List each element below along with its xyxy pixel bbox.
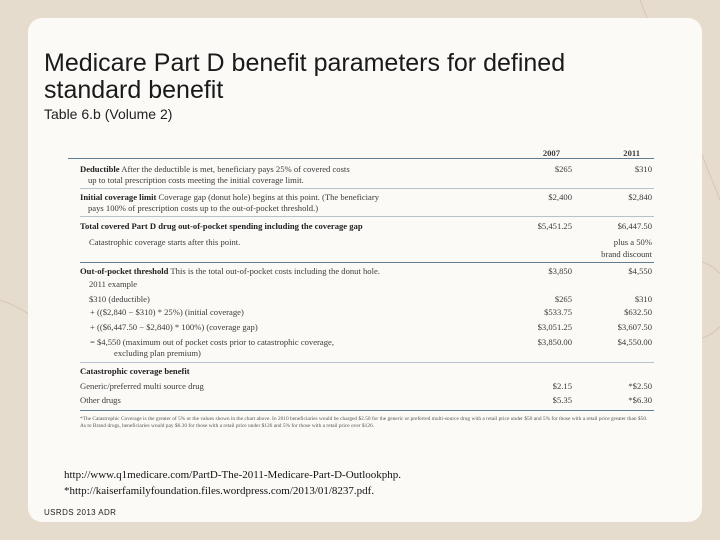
example-label: 2011 example <box>89 279 138 289</box>
drug-label: Other drugs <box>80 395 121 405</box>
initial-limit-label: Initial coverage limit <box>80 192 157 202</box>
table-footnote: *The Catastrophic Coverage is the greater of 5% or the values shown in the chart above. In 2010 beneficiaries would be charged $2.50 for the generic or preferred multi-source drug with a retail price under $50 and 5% for those with a retail price greater than $50. As to Brand drugs, beneficiaries would pay $6.30 for those with a retail price under $126 and 5% for those with a retail price over $126. <box>80 416 648 429</box>
example-row-2007: $265 <box>554 294 572 304</box>
oop-threshold-label: Out-of-pocket threshold <box>80 266 169 276</box>
drug-label: Generic/preferred multi source drug <box>80 381 204 391</box>
deductible-description: After the deductible is met, beneficiary pays 25% of covered costs <box>119 164 350 174</box>
source-link[interactable]: *http://kaiserfamilyfoundation.files.wordpress.com/2013/01/8237.pdf. <box>64 485 375 497</box>
drug-2007: $2.15 <box>552 381 572 391</box>
example-row-label: = $4,550 (maximum out of pocket costs prior to catastrophic coverage, <box>90 337 334 347</box>
catastrophic-start-2011-line1: plus a 50% <box>613 237 652 247</box>
slide-title: Medicare Part D benefit parameters for defined standard benefit <box>44 49 566 104</box>
example-row-2011: $4,550.00 <box>617 337 652 347</box>
catastrophic-start-2011-line2: brand discount <box>601 249 652 259</box>
example-row-label: $310 (deductible) <box>89 294 150 304</box>
example-row-label: + (($2,840 − $310) * 25%) (initial coverage) <box>90 307 244 317</box>
example-row-2007: $3,850.00 <box>537 337 572 347</box>
column-header-2011: 2011 <box>623 148 640 158</box>
example-row-2011: $310 <box>634 294 652 304</box>
section-divider <box>80 262 654 263</box>
deductible-description-line2: up to total prescription costs meeting the initial coverage limit. <box>88 174 304 185</box>
table-header <box>68 144 654 159</box>
slide-subtitle: Table 6.b (Volume 2) <box>44 106 173 122</box>
initial-limit-description: Coverage gap (donut hole) begins at this point. (The beneficiary <box>156 192 380 202</box>
total-covered-label: Total covered Part D drug out-of-pocket spending including the coverage gap <box>80 221 363 231</box>
example-row-label: + (($6,447.50 − $2,840) * 100%) (coverage gap) <box>90 322 258 332</box>
section-divider <box>80 410 654 411</box>
initial-limit-2007: $2,400 <box>548 192 572 202</box>
initial-limit-2011: $2,840 <box>628 192 652 202</box>
example-row-label-line2: excluding plan premium) <box>114 347 201 358</box>
total-covered-2007: $5,451.25 <box>537 221 572 231</box>
column-header-2007: 2007 <box>542 148 560 158</box>
oop-threshold-description: This is the total out-of-pocket costs including the donut hole. <box>168 266 380 276</box>
example-row-2007: $3,051.25 <box>537 322 572 332</box>
deductible-label: Deductible <box>80 164 120 174</box>
example-row-2007: $533.75 <box>544 307 572 317</box>
catastrophic-start-label: Catastrophic coverage starts after this point. <box>89 237 241 247</box>
row-divider <box>80 216 654 217</box>
benefit-parameters-table <box>68 144 654 436</box>
drug-2011: *$2.50 <box>628 381 652 391</box>
example-row-2011: $3,607.50 <box>617 322 652 332</box>
oop-threshold-2007: $3,850 <box>548 266 572 276</box>
drug-2011: *$6.30 <box>628 395 652 405</box>
footer-label: USRDS 2013 ADR <box>44 508 117 517</box>
row-divider <box>80 188 654 189</box>
catastrophic-benefit-label: Catastrophic coverage benefit <box>80 366 190 376</box>
oop-threshold-2011: $4,550 <box>628 266 652 276</box>
initial-limit-description-line2: pays 100% of prescription costs up to the out-of-pocket threshold.) <box>88 202 319 213</box>
section-divider <box>80 362 654 363</box>
deductible-2011: $310 <box>634 164 652 174</box>
deductible-2007: $265 <box>554 164 572 174</box>
source-link[interactable]: http://www.q1medicare.com/PartD-The-2011-Medicare-Part-D-Outlookphp. <box>64 469 402 481</box>
total-covered-2011: $6,447.50 <box>617 221 652 231</box>
example-row-2011: $632.50 <box>624 307 652 317</box>
drug-2007: $5.35 <box>552 395 572 405</box>
